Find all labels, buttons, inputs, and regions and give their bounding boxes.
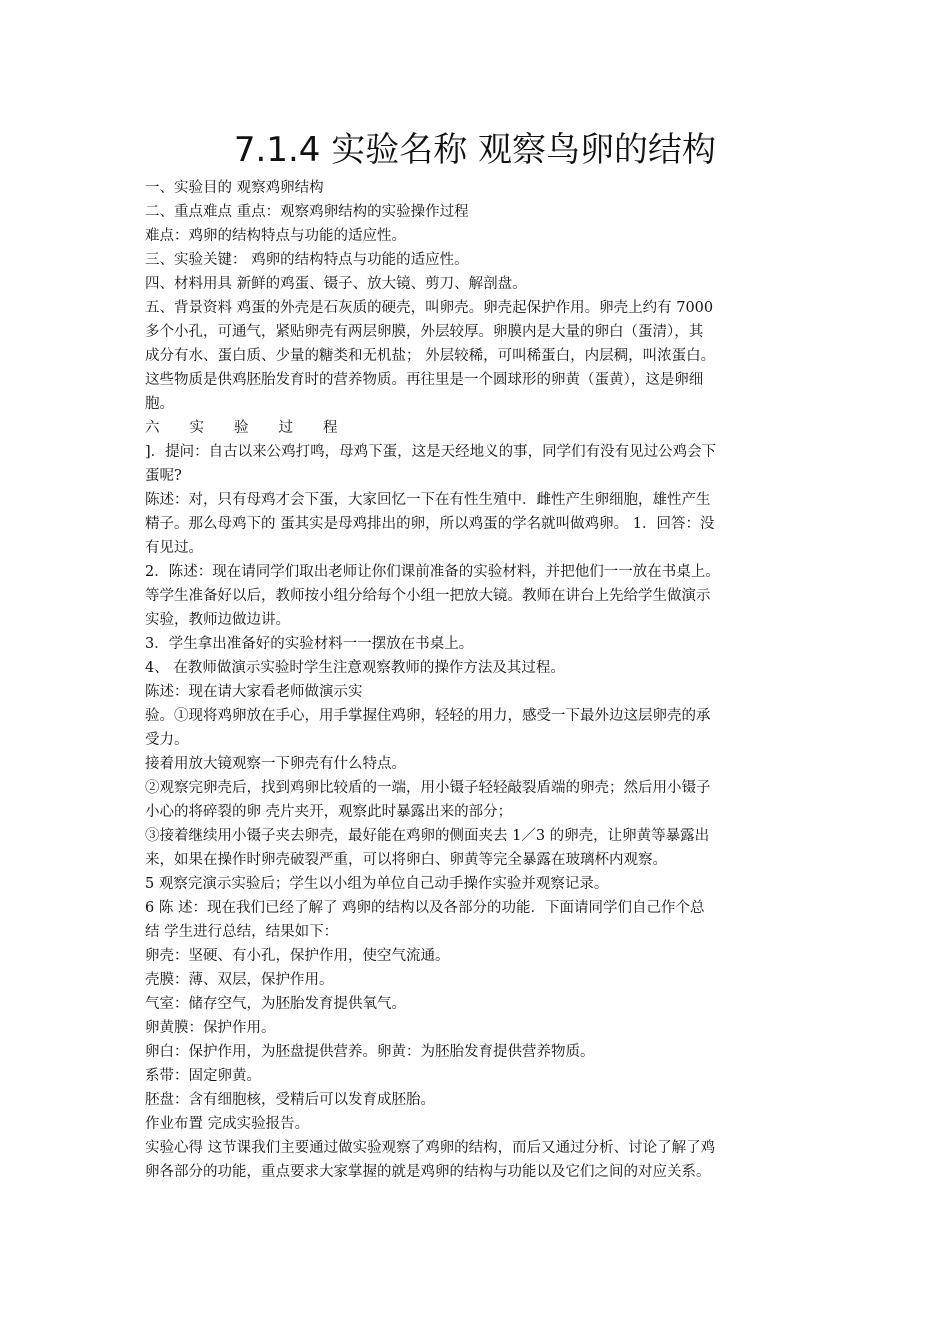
text-line: 这些物质是供鸡胚胎发育时的营养物质。再往里是一个圆球形的卵黄（蛋黄），这是卵细	[145, 372, 704, 388]
text-line: 壳膜：薄、双层，保护作用。	[145, 972, 334, 988]
text-line: 陈述：现在请大家看老师做演示实	[145, 684, 363, 700]
text-line: 四、材料用具 新鲜的鸡蛋、镊子、放大镜、剪刀、解剖盘。	[145, 276, 527, 292]
document-body	[145, 176, 810, 1184]
text-line: 卵壳：坚硬、有小孔，保护作用，使空气流通。	[145, 948, 450, 964]
text-line: 5 观察完演示实验后；学生以小组为单位自己动手操作实验并观察记录。	[145, 876, 609, 892]
text-line: 一、实验目的 观察鸡卵结构	[145, 180, 324, 196]
text-line: 六实验过程	[145, 420, 368, 436]
text-line: 成分有水、蛋白质、少量的糖类和无机盐； 外层较稀，可叫稀蛋白，内层稠，叫浓蛋白。	[145, 348, 716, 364]
text-line: 小心的将碎裂的卵 壳片夹开，观察此时暴露出来的部分；	[145, 804, 513, 820]
text-line: ②观察完卵壳后，找到鸡卵比较盾的一端，用小镊子轻轻敲裂盾端的卵壳；然后用小镊子	[145, 780, 711, 796]
text-line: 有见过。	[145, 540, 203, 556]
text-line: 卵各部分的功能，重点要求大家掌握的就是鸡卵的结构与功能以及它们之间的对应关系。	[145, 1164, 711, 1180]
text-line: 胞。	[145, 396, 174, 412]
text-line: 二、重点难点 重点：观察鸡卵结构的实验操作过程	[145, 204, 469, 220]
text-line: 4、 在教师做演示实验时学生注意观察教师的操作方法及其过程。	[145, 660, 565, 676]
text-line: 等学生准备好以后，教师按小组分给每个小组一把放大镜。教师在讲台上先给学生做演示	[145, 588, 711, 604]
text-line: 精子。那么母鸡下的 蛋其实是母鸡排出的卵，所以鸡蛋的学名就叫做鸡卵。 1．回答：没	[145, 516, 715, 532]
text-line: 三、实验关键： 鸡卵的结构特点与功能的适应性。	[145, 252, 469, 268]
text-line: 难点：鸡卵的结构特点与功能的适应性。	[145, 228, 406, 244]
text-line: 胚盘：含有细胞核，受精后可以发育成胚胎。	[145, 1092, 435, 1108]
text-line: 3．学生拿出准备好的实验材料一一摆放在书桌上。	[145, 636, 474, 652]
text-line: 陈述：对，只有母鸡才会下蛋，大家回忆一下在有性生殖中．雌性产生卵细胞，雄性产生	[145, 492, 711, 508]
text-line: 五、背景资料 鸡蛋的外壳是石灰质的硬壳，叫卵壳。卵壳起保护作用。卵壳上约有 7000	[145, 300, 714, 316]
text-line: 实验心得 这节课我们主要通过做实验观察了鸡卵的结构，而后又通过分析、讨论了解了鸡	[145, 1140, 716, 1156]
text-line: 结 学生进行总结，结果如下：	[145, 924, 339, 940]
text-line: 实验，教师边做边讲。	[145, 612, 290, 628]
text-line: ]．提问：自古以来公鸡打鸣，母鸡下蛋，这是天经地义的事，同学们有没有见过公鸡会下	[145, 444, 717, 460]
text-line: 系带：固定卵黄。	[145, 1068, 261, 1084]
text-line: 来，如果在操作时卵壳破裂严重，可以将卵白、卵黄等完全暴露在玻璃杯内观察。	[145, 852, 667, 868]
text-line: 受力。	[145, 732, 189, 748]
text-line: 蛋呢?	[145, 468, 182, 484]
text-line: ③接着继续用小镊子夹去卵壳，最好能在鸡卵的侧面夹去 1／3 的卵壳，让卵黄等暴露出	[145, 828, 710, 844]
text-line: 6 陈 述：现在我们已经了解了 鸡卵的结构以及各部分的功能．下面请同学们自己作个总	[145, 900, 705, 916]
text-line: 接着用放大镜观察一下卵壳有什么特点。	[145, 756, 406, 772]
document-title: 7.1.4 实验名称 观察鸟卵的结构	[233, 130, 717, 170]
text-line: 气室：储存空气，为胚胎发育提供氧气。	[145, 996, 406, 1012]
text-line: 多个小孔，可通气，紧贴卵壳有两层卵膜，外层较厚。卵膜内是大量的卵白（蛋清），其	[145, 324, 704, 340]
text-line: 2．陈述：现在请同学们取出老师让你们课前准备的实验材料，并把他们一一放在书桌上。	[145, 564, 720, 580]
text-line: 卵白：保护作用，为胚盘提供营养。卵黄：为胚胎发育提供营养物质。	[145, 1044, 595, 1060]
text-line: 作业布置 完成实验报告。	[145, 1116, 310, 1132]
text-line: 卵黄膜：保护作用。	[145, 1020, 276, 1036]
text-line: 验。①现将鸡卵放在手心，用手掌握住鸡卵，轻轻的用力，感受一下最外边这层卵壳的承	[145, 708, 711, 724]
